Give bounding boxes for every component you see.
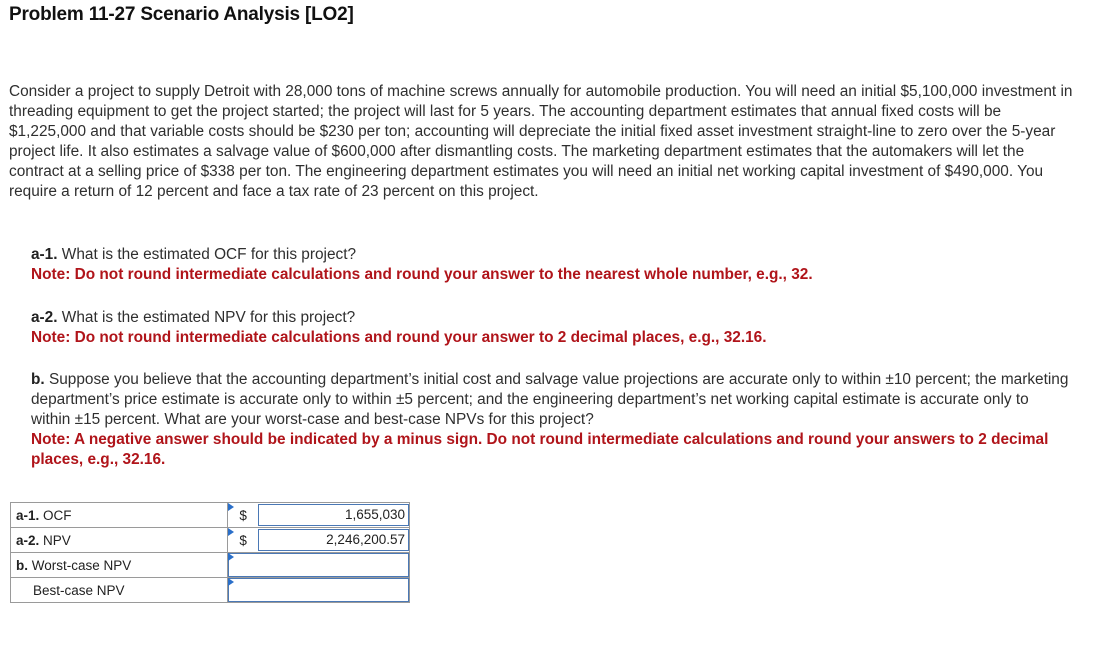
- answer-row-worst-case: [11, 553, 410, 578]
- answer-cell: [258, 503, 409, 528]
- currency-cell: [228, 503, 259, 528]
- answer-cell: [228, 553, 410, 578]
- dollar-sign: $: [239, 507, 247, 523]
- answer-row-npv: [11, 528, 410, 553]
- question-a2: [31, 308, 1071, 348]
- answer-row-ocf: [11, 503, 410, 528]
- question-b: [31, 370, 1071, 470]
- answer-row-label: a-1. OCF: [11, 503, 228, 528]
- question-b-text: Suppose you believe that the accounting department’s initial cost and salvage value projections are accurate only to within ±10 percent; the marketing department’s price estimate is accurate only to within ±5 percent; and the engineering department’s net working capital estimate is accurate only to within ±15 percent. What are your worst-case and best-case NPVs for this project?: [31, 371, 1069, 429]
- answer-row-label: b. Worst-case NPV: [11, 553, 228, 578]
- best-case-npv-input[interactable]: [228, 578, 409, 602]
- flag-icon: [228, 528, 234, 536]
- problem-statement: Consider a project to supply Detroit with 28,000 tons of machine screws annually for automobile production. You will need an initial $5,100,000 investment in threading equipment to get the project started; the project will last for 5 years. The accounting department estimates that annual fixed costs will be $1,225,000 and that variable costs should be $230 per ton; accounting will depreciate the initial fixed asset investment straight-line to zero over the 5-year project life. It also estimates a salvage value of $600,000 after dismantling costs. The marketing department estimates that the automakers will let the contract at a selling price of $338 per ton. The engineering department estimates you will need an initial net working capital investment of $490,000. You require a return of 12 percent and face a tax rate of 23 percent on this project.: [9, 83, 1073, 201]
- answer-cell: [258, 528, 409, 553]
- question-a1-note: Note: Do not round intermediate calculations and round your answer to the nearest whole number, e.g., 32.: [31, 266, 813, 284]
- question-a1-label: a-1.: [31, 246, 58, 263]
- dollar-sign: $: [239, 532, 247, 548]
- flag-icon: [228, 578, 234, 586]
- flag-icon: [228, 503, 234, 511]
- answer-row-label: a-2. NPV: [11, 528, 228, 553]
- currency-cell: [228, 528, 259, 553]
- question-a1-text: What is the estimated OCF for this project?: [57, 246, 357, 263]
- flag-icon: [228, 553, 234, 561]
- npv-input[interactable]: 2,246,200.57: [258, 529, 409, 551]
- question-a2-note: Note: Do not round intermediate calculations and round your answer to 2 decimal places, e.g., 32.16.: [31, 329, 767, 347]
- question-a1: [31, 245, 1071, 285]
- page-title: Problem 11-27 Scenario Analysis [LO2]: [9, 4, 354, 25]
- question-a2-label: a-2.: [31, 309, 58, 326]
- answer-row-best-case: [11, 578, 410, 603]
- answer-table: [10, 502, 410, 603]
- ocf-input[interactable]: 1,655,030: [258, 504, 409, 526]
- worst-case-npv-input[interactable]: [228, 553, 409, 577]
- question-a2-text: What is the estimated NPV for this project?: [57, 309, 356, 326]
- question-b-label: b.: [31, 371, 45, 388]
- answer-cell: [228, 578, 410, 603]
- question-b-note: Note: A negative answer should be indicated by a minus sign. Do not round intermediate calculations and round your answers to 2 decimal places, e.g., 32.16.: [31, 431, 1049, 469]
- answer-row-label: Best-case NPV: [11, 578, 228, 603]
